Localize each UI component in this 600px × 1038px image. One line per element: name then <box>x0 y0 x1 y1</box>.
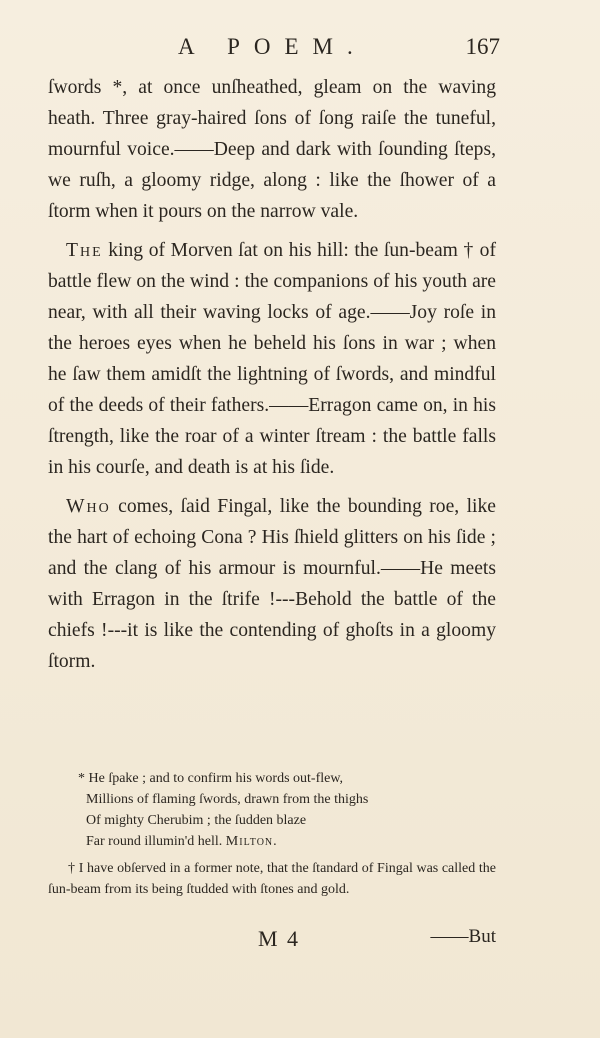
footnote-line: * He ſpake ; and to confirm his words out-flew, <box>78 771 344 786</box>
paragraph-3-lead: Who <box>66 496 111 517</box>
footnote-milton <box>78 768 496 852</box>
catchword: ——But <box>430 926 496 947</box>
paragraph-2-lead: The <box>66 240 103 261</box>
paragraph-2 <box>48 235 496 483</box>
footnote-last-line <box>86 831 496 852</box>
signature-mark: M 4 <box>258 926 301 951</box>
footnote-attribution: Milton. <box>225 834 278 849</box>
page-footer <box>48 926 496 956</box>
paragraph-3 <box>48 491 496 677</box>
footnote-line: Far round illumin'd hell. <box>86 834 223 849</box>
footnote-standard: † I have obſerved in a former note, that the ſtandard of Fingal was called the ſun-beam from its being ſtudded with ſtones and gold. <box>48 861 496 897</box>
footnote-line: Of mighty Cherubim ; the ſudden blaze <box>86 813 307 828</box>
paragraph-2-text: king of Morven ſat on his hill: the ſun-beam † of battle flew on the wind : the companions of his youth are near, with all their waving locks of age.——Joy roſe in the heroes eyes when he beheld his ſons in war ; when he ſaw them amidſt the lightning of ſwords, and mindful of the deeds of their fathers.——Erragon came on, in his ſtrength, like the roar of a winter ſtream : the battle falls in his courſe, and death is at his ſide. <box>48 240 496 478</box>
page-number: 167 <box>465 34 500 59</box>
running-title: A POEM. <box>178 34 367 59</box>
paragraph-1: ſwords *, at once unſheathed, gleam on the waving heath. Three gray-haired ſons of ſong raiſe the tuneful, mournful voice.——Deep and dark with ſounding ſteps, we ruſh, a gloomy ridge, along : like the ſhower of a ſtorm when it pours on the narrow vale. <box>48 77 496 222</box>
body-text <box>48 72 496 677</box>
footnotes <box>48 768 496 900</box>
page-header <box>48 34 500 64</box>
footnote-line: Millions of flaming ſwords, drawn from the thighs <box>86 792 369 807</box>
paragraph-3-text: comes, ſaid Fingal, like the bounding roe, like the hart of echoing Cona ? His ſhield glitters on his ſide ; and the clang of his armour is mournful.——He meets with Erragon in the ſtrife !---Behold the battle of the chiefs !---it is like the contending of ghoſts in a gloomy ſtorm. <box>48 496 496 672</box>
